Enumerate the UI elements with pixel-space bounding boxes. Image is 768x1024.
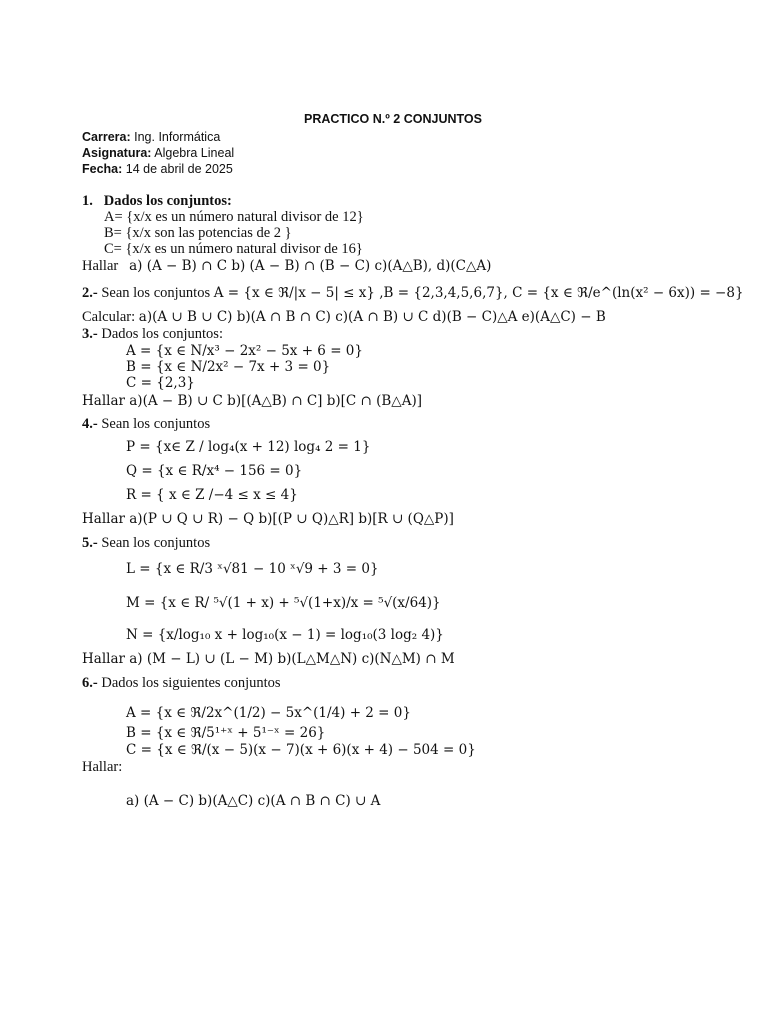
problem-3-heading bbox=[82, 325, 223, 343]
asignatura-value: Algebra Lineal bbox=[154, 146, 235, 160]
problem-2-calc-expr: a)(A ∪ B ∪ C) b)(A ∩ B ∩ C) c)(A ∩ B) ∪ C d)(B − C)△A e)(A△C) − B bbox=[138, 309, 606, 325]
problem-3-set-b: B = {x ∈ N/2x² − 7x + 3 = 0} bbox=[126, 359, 331, 375]
header-fecha bbox=[82, 160, 233, 178]
problem-5-number: 5.- bbox=[82, 535, 98, 551]
problem-4-set-r: R = { x ∈ Z /−4 ≤ x ≤ 4} bbox=[126, 487, 298, 503]
problem-1-title: Dados los conjuntos: bbox=[103, 193, 232, 209]
problem-3-text: Dados los conjuntos: bbox=[101, 326, 223, 342]
problem-4-set-q: Q = {x ∈ R/x⁴ − 156 = 0} bbox=[126, 463, 303, 479]
problem-4-text: Sean los conjuntos bbox=[101, 416, 211, 432]
problem-2-sets: A = {x ∈ ℜ/|x − 5| ≤ x} ,B = {2,3,4,5,6,7}, C = {x ∈ ℜ/e^(ln(x² − 6x)) = −8} bbox=[213, 285, 744, 301]
problem-2-calc-label: Calcular: bbox=[82, 309, 136, 325]
fecha-label: Fecha: bbox=[82, 162, 123, 176]
problem-5-set-l: L = {x ∈ R/3 ˣ√81 − 10 ˣ√9 + 3 = 0} bbox=[126, 561, 379, 577]
problem-1-set-c: C= {x/x es un número natural divisor de 16} bbox=[104, 241, 363, 257]
problem-2-number: 2.- bbox=[82, 285, 98, 301]
problem-5-set-n: N = {x/log₁₀ x + log₁₀(x − 1) = log₁₀(3 log₂ 4)} bbox=[126, 627, 444, 643]
problem-6-set-c: C = {x ∈ ℜ/(x − 5)(x − 7)(x + 6)(x + 4) − 504 = 0} bbox=[126, 742, 476, 758]
problem-6-heading bbox=[82, 674, 281, 692]
problem-5-set-m: M = {x ∈ R/ ⁵√(1 + x) + ⁵√(1+x)/x = ⁵√(x/64)} bbox=[126, 595, 441, 611]
problem-1-hallar-label: Hallar bbox=[82, 258, 119, 274]
problem-3-set-a: A = {x ∈ N/x³ − 2x² − 5x + 6 = 0} bbox=[126, 343, 363, 359]
problem-6-hallar-label: Hallar: bbox=[82, 759, 123, 775]
problem-1-hallar-expr: a) (A − B) ∩ C b) (A − B) ∩ (B − C) c)(A△B), d)(C△A) bbox=[129, 258, 492, 274]
problem-6-text: Dados los siguientes conjuntos bbox=[101, 675, 281, 691]
problem-1-set-a: A= {x/x es un número natural divisor de 12} bbox=[104, 209, 364, 225]
problem-3-set-c: C = {2,3} bbox=[126, 375, 195, 391]
problem-4-hallar: Hallar a)(P ∪ Q ∪ R) − Q b)[(P ∪ Q)△R] b)[R ∪ (Q△P)] bbox=[82, 511, 454, 527]
problem-6-set-b: B = {x ∈ ℜ/5¹⁺ˣ + 5¹⁻ˣ = 26} bbox=[126, 725, 326, 741]
problem-2-text: Sean los conjuntos bbox=[101, 285, 211, 301]
problem-5-text: Sean los conjuntos bbox=[101, 535, 211, 551]
problem-3-number: 3.- bbox=[82, 326, 98, 342]
asignatura-label: Asignatura: bbox=[82, 146, 152, 160]
problem-1-number: 1. bbox=[82, 193, 93, 209]
problem-5-heading bbox=[82, 534, 210, 552]
page-title: PRACTICO N.º 2 CONJUNTOS bbox=[304, 112, 482, 126]
problem-4-set-p: P = {x∈ Z / log₄(x + 12) log₄ 2 = 1} bbox=[126, 439, 371, 455]
carrera-value: Ing. Informática bbox=[134, 130, 221, 144]
carrera-label: Carrera: bbox=[82, 130, 131, 144]
problem-2-calcular bbox=[82, 308, 606, 326]
problem-6-number: 6.- bbox=[82, 675, 98, 691]
problem-5-hallar: Hallar a) (M − L) ∪ (L − M) b)(L△M△N) c)(N△M) ∩ M bbox=[82, 651, 455, 667]
problem-3-hallar: Hallar a)(A − B) ∪ C b)[(A△B) ∩ C] b)[C ∩ (B△A)] bbox=[82, 393, 422, 409]
problem-4-number: 4.- bbox=[82, 416, 98, 432]
problem-1-hallar bbox=[82, 257, 491, 275]
problem-1-set-b: B= {x/x son las potencias de 2 } bbox=[104, 225, 292, 241]
problem-6-set-a: A = {x ∈ ℜ/2x^(1/2) − 5x^(1/4) + 2 = 0} bbox=[126, 705, 411, 721]
problem-4-heading bbox=[82, 415, 210, 433]
problem-6-hallar: a) (A − C) b)(A△C) c)(A ∩ B ∩ C) ∪ A bbox=[126, 793, 381, 809]
fecha-value: 14 de abril de 2025 bbox=[125, 162, 233, 176]
problem-2-statement bbox=[82, 284, 744, 302]
